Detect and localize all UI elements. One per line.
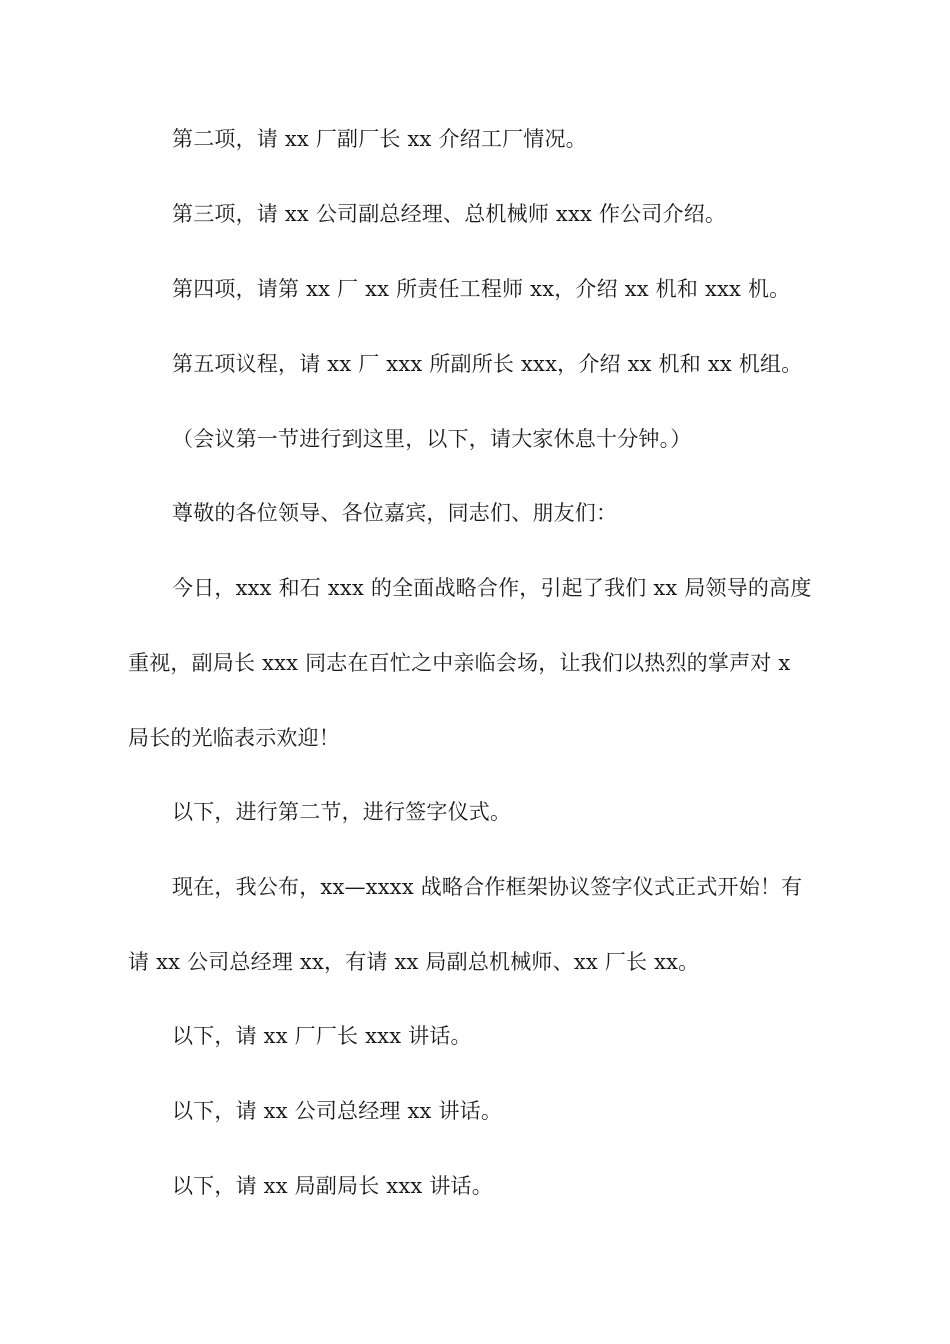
agenda-item-5: 第五项议程，请 xx 厂 xxx 所副所长 xxx，介绍 xx 机和 xx 机组。 (172, 352, 803, 376)
agenda-item-4: 第四项，请第 xx 厂 xx 所责任工程师 xx，介绍 xx 机和 xxx 机。 (172, 277, 791, 301)
agenda-item-2: 第二项，请 xx 厂副厂长 xx 介绍工厂情况。 (172, 127, 587, 151)
speech-3: 以下，请 xx 局副局长 xxx 讲话。 (172, 1174, 493, 1198)
signing-paragraph-line-1: 现在，我公布，xx—xxxx 战略合作框架协议签字仪式正式开始！有 (172, 875, 803, 899)
greeting: 尊敬的各位领导、各位嘉宾，同志们、朋友们： (172, 501, 618, 525)
speech-1: 以下，请 xx 厂厂长 xxx 讲话。 (172, 1024, 472, 1048)
welcome-paragraph-line-3: 局长的光临表示欢迎！ (128, 726, 340, 750)
section-two-intro: 以下，进行第二节，进行签字仪式。 (172, 800, 512, 824)
speech-2: 以下，请 xx 公司总经理 xx 讲话。 (172, 1099, 503, 1123)
break-note: （会议第一节进行到这里，以下，请大家休息十分钟。） (172, 427, 692, 451)
agenda-item-3: 第三项，请 xx 公司副总经理、总机械师 xxx 作公司介绍。 (172, 202, 727, 226)
welcome-paragraph-line-2: 重视，副局长 xxx 同志在百忙之中亲临会场，让我们以热烈的掌声对 x (128, 651, 791, 675)
welcome-paragraph-line-1: 今日，xxx 和石 xxx 的全面战略合作，引起了我们 xx 局领导的高度 (172, 576, 812, 600)
signing-paragraph-line-2: 请 xx 公司总经理 xx，有请 xx 局副总机械师、xx 厂长 xx。 (128, 950, 700, 974)
